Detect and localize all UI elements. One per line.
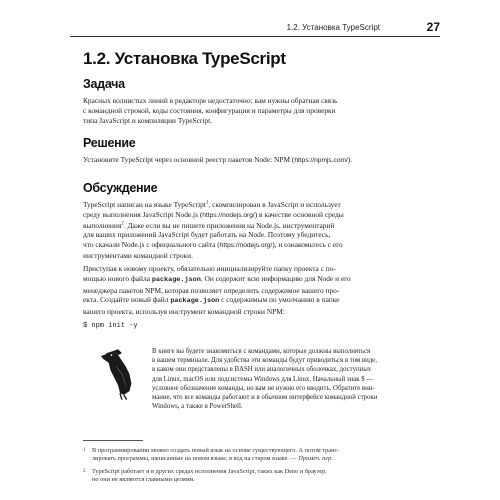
text-line — [83, 295, 428, 307]
text-line: с командной строкой, коды состояния, конфигурация и параметры для проверки — [83, 105, 336, 115]
text-run: ). — [347, 155, 353, 164]
raven-icon — [101, 347, 139, 401]
text-line — [83, 200, 428, 210]
footnote-1 — [83, 447, 428, 464]
text-run: екта. Создайте новый файл — [83, 295, 171, 305]
text-run: среду выполнения JavaScript Node.js ( — [83, 209, 203, 219]
text-run: . Он содержит всю информацию для Node и его — [200, 273, 351, 283]
text-line: В книге вы будете знакомиться с командами, которые должны выполняться — [152, 348, 371, 355]
footnote-ref-2[interactable]: 2 — [121, 221, 124, 227]
discussion-paragraph-2 — [83, 264, 428, 317]
note-text — [152, 347, 432, 411]
discussion-paragraph-1 — [83, 200, 428, 261]
text-line: в каком они представлены в BASH или аналогичных оболочках, доступных — [152, 366, 372, 374]
solution-heading: Решение — [83, 136, 136, 150]
text-line: TypeScript работает и в других средах исполнения JavaScript, таких как Deno и браузер, — [92, 468, 327, 475]
footnote-2 — [83, 468, 428, 485]
text-run: с содержимым по умолчанию в папке — [219, 295, 340, 305]
section-title: 1.2. Установка TypeScript — [83, 49, 286, 68]
problem-paragraph — [83, 96, 428, 125]
text-run: что скачали Node.js с официального сайта ( — [83, 240, 220, 250]
text-line: типа JavaScript и компиляции TypeScript. — [83, 115, 213, 125]
text-line: в вашем терминале. Для удобства эти команды будут приводиться в том виде, — [152, 357, 377, 365]
text-run: выполнения — [83, 220, 122, 230]
text-line — [83, 240, 428, 251]
page-number: 27 — [426, 20, 440, 34]
text-line: для Linux, macOS или подсистемы Windows для Linux. Начальный знак $ — — [152, 375, 374, 383]
text-line — [83, 455, 428, 463]
text-line: для ваших приложений JavaScript будет работать на Node. Поэтому убедитесь, — [83, 230, 331, 240]
text-line: мание, что все команды работают и в обычном интерфейсе командной строки — [152, 394, 378, 402]
inline-code: package.json — [170, 297, 220, 306]
text-run: ) в качестве основной среды — [254, 209, 344, 219]
running-header — [70, 22, 440, 37]
footnote-divider — [83, 440, 143, 441]
text-run: лировать программы, написанные на новом языке, в код на старом языке. — — [92, 455, 299, 463]
text-line: Красных волнистых линий в редакторе недостаточно: вам нужны обратная связь — [83, 96, 338, 105]
text-run: , скомпилирован в JavaScript и использует — [208, 200, 341, 209]
nodejs-link[interactable]: https://nodejs.org/ — [202, 211, 255, 219]
footnote-ref-1[interactable]: 1 — [205, 200, 209, 206]
text-line: инструментами командной строки. — [83, 250, 193, 260]
text-line: В программировании можно создать новый язык на основе существующего. А потом транс- — [92, 447, 340, 454]
text-line — [83, 210, 428, 221]
text-line: условное обозначение команды, но вам не нужно его вводить. Обратите вни- — [152, 384, 375, 392]
text-run: мощью нового файла — [83, 273, 152, 283]
text-run: ), и ознакомьтесь с его — [272, 240, 343, 250]
text-line: Windows, а также в PowerShell. — [152, 403, 243, 411]
text-line — [83, 155, 428, 166]
footnote-marker: 1 — [83, 448, 86, 453]
problem-heading: Задача — [83, 77, 125, 91]
text-run: . Даже если вы не пишете приложения на Node.js, инструментарий — [123, 220, 335, 230]
text-run: Установите TypeScript через основной реестр пакетов Node: NPM ( — [83, 155, 295, 164]
code-command: $ npm init -y — [83, 322, 138, 330]
text-line — [83, 274, 428, 286]
solution-paragraph — [83, 155, 428, 166]
discussion-heading: Обсуждение — [83, 181, 158, 195]
text-run: TypeScript написан на языке TypeScript — [83, 200, 206, 209]
running-title: 1.2. Установка TypeScript — [286, 23, 380, 32]
translator-note: Примеч. пер. — [298, 455, 333, 463]
text-line: менеджера пакетов NPM, которая позволяет определить содержимое вашего про- — [83, 285, 340, 295]
npm-link[interactable]: https://npmjs.com/ — [294, 157, 348, 164]
text-line: Приступая к новому проекту, обязательно инициализируйте папку проекта с по- — [83, 264, 336, 273]
inline-code: package.json — [151, 275, 201, 284]
text-line: вашего проекта, используя инструмент командной строки NPM: — [83, 307, 285, 317]
text-line — [83, 221, 428, 231]
nodejs-link[interactable]: https://nodejs.org/ — [219, 242, 273, 250]
footnote-marker: 2 — [83, 469, 86, 474]
text-line: но они не являются главными целями. — [92, 476, 195, 484]
